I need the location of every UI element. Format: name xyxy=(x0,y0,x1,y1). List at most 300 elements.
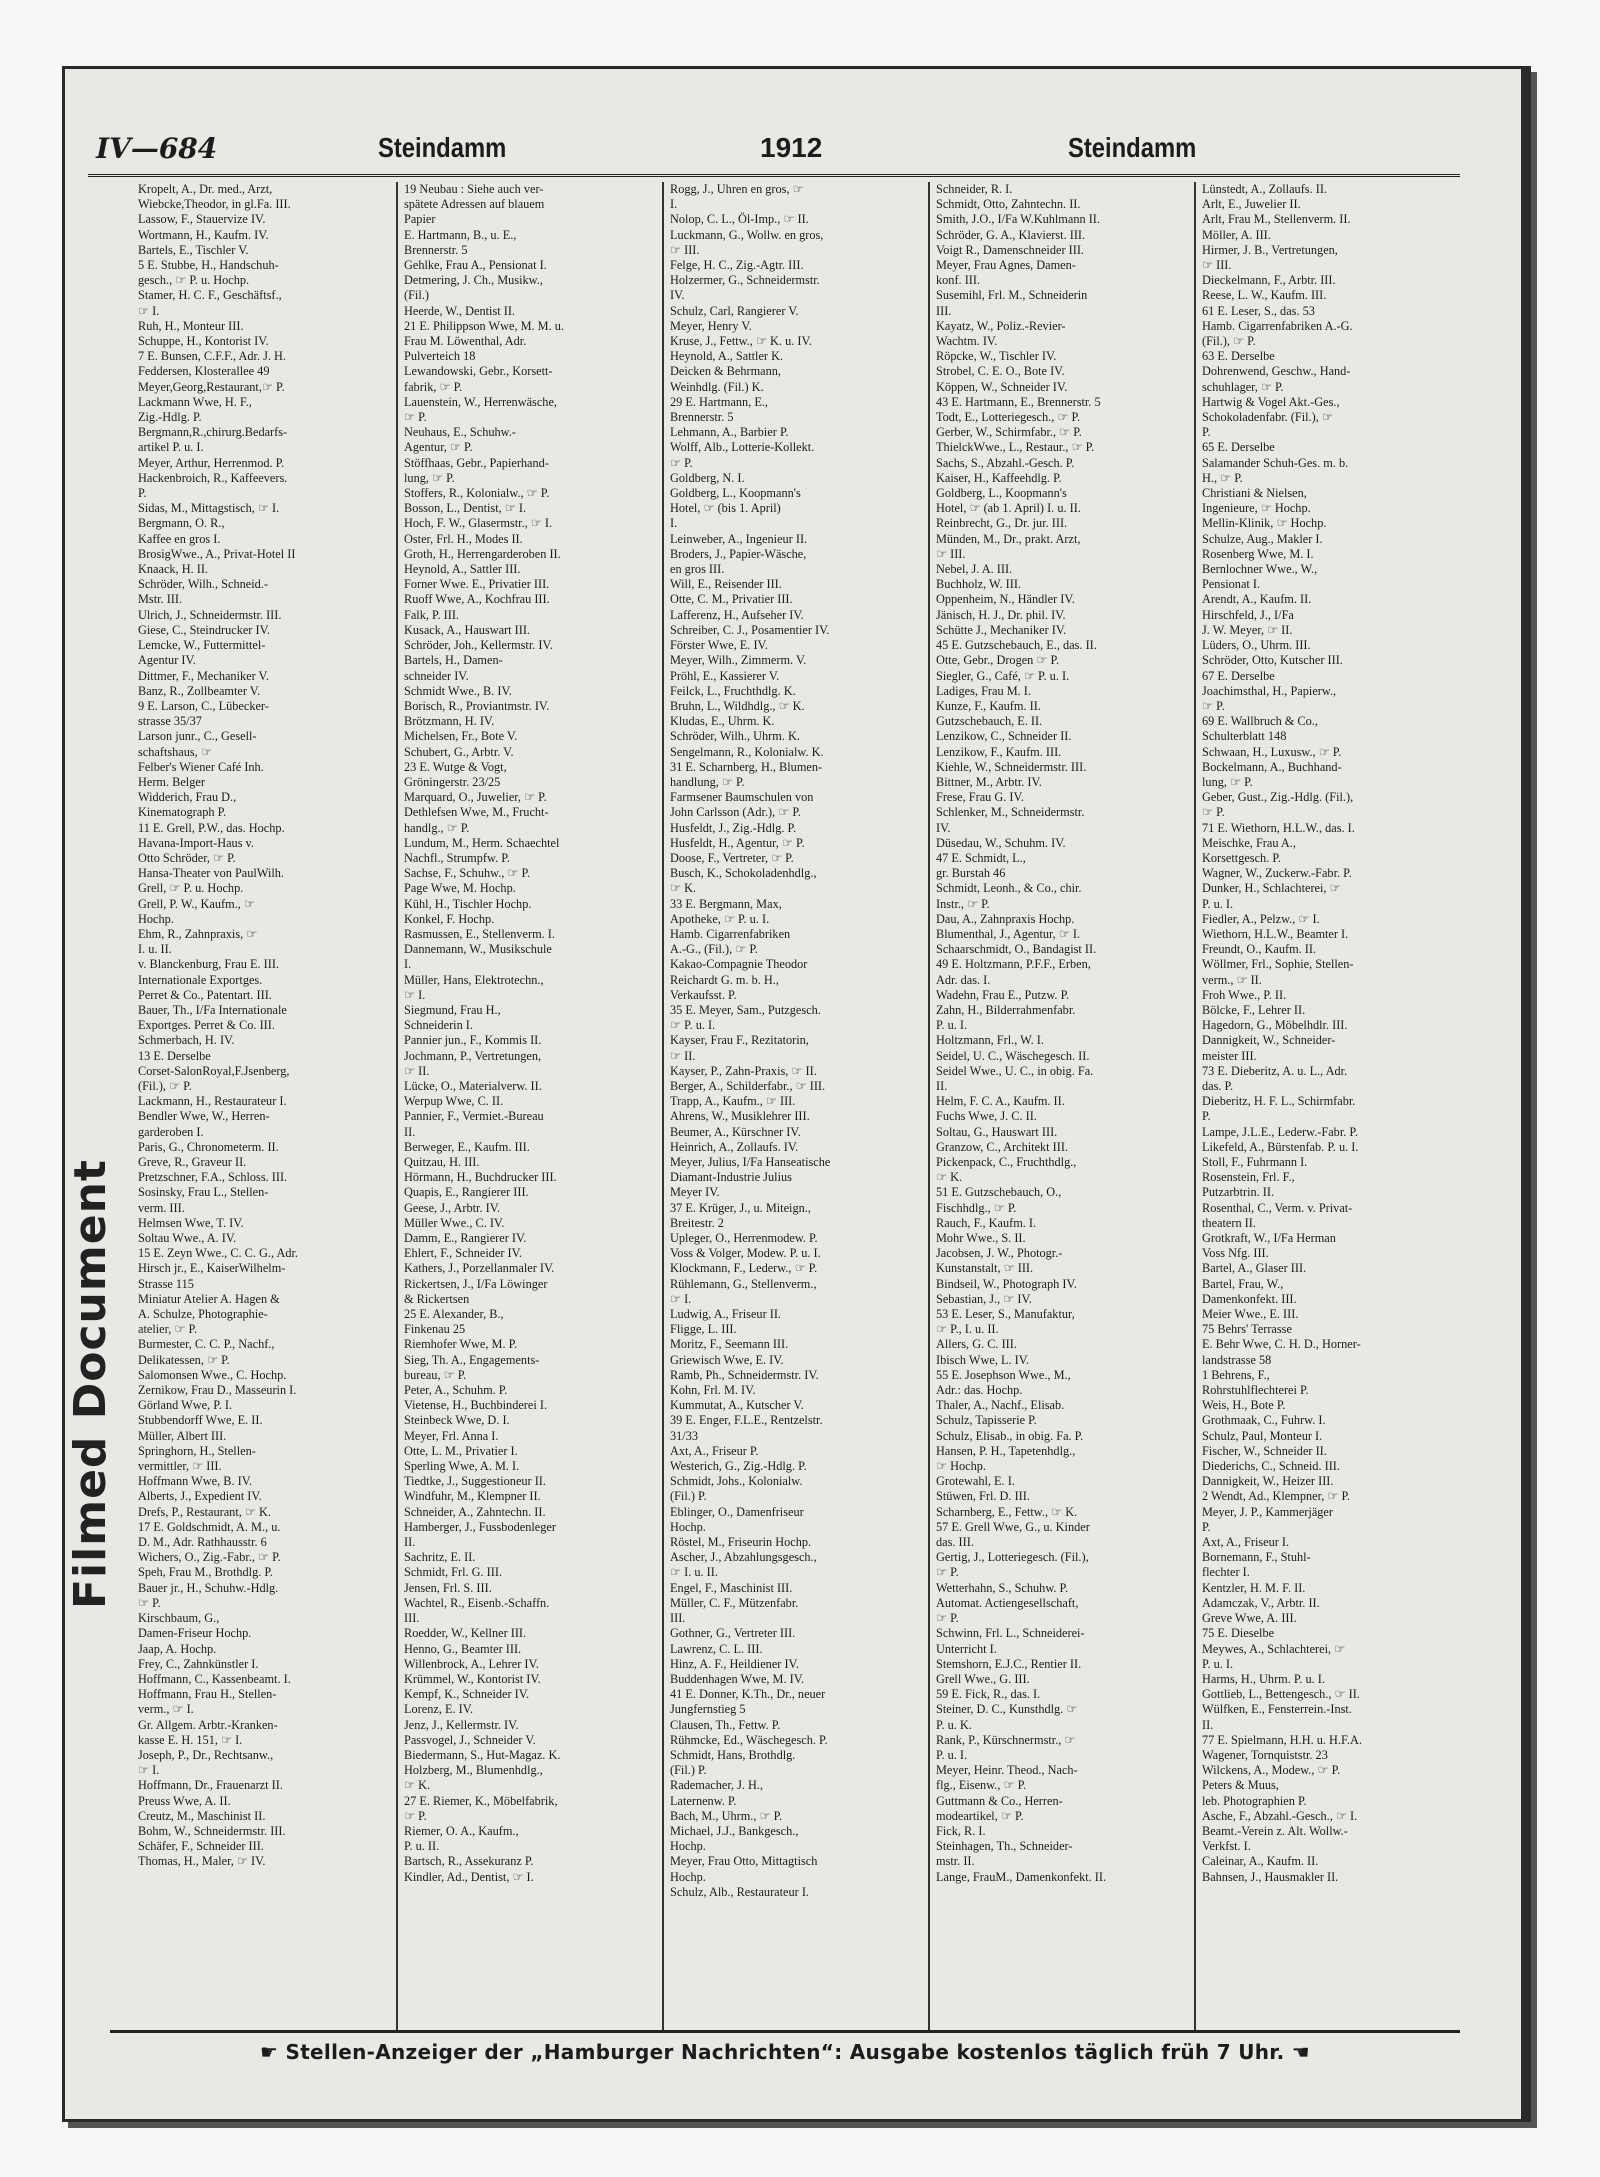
directory-entry: ☞ P. xyxy=(936,1565,959,1580)
directory-entry: Bartel, Frau, W., xyxy=(1202,1276,1284,1291)
directory-entry: Diamant-Industrie Julius xyxy=(670,1170,792,1185)
directory-entry: Roedder, W., Kellner III. xyxy=(404,1626,527,1641)
directory-entry: Lenzikow, F., Kaufm. III. xyxy=(936,744,1062,759)
directory-entry: garderoben I. xyxy=(138,1124,204,1139)
directory-entry: das. III. xyxy=(936,1535,974,1550)
directory-entry: Heerde, W., Dentist II. xyxy=(404,303,515,318)
directory-entry: Wadehn, Frau E., Putzw. P. xyxy=(936,987,1070,1002)
directory-entry: Konkel, F. Hochp. xyxy=(404,911,495,926)
directory-entry: P. xyxy=(1202,425,1211,440)
directory-entry: das. P. xyxy=(1202,1078,1234,1093)
directory-entry: 71 E. Wiethorn, H.L.W., das. I. xyxy=(1202,820,1355,835)
directory-entry: Hinz, A. F., Heildiener IV. xyxy=(670,1656,799,1671)
directory-entry: Lauenstein, W., Herrenwäsche, xyxy=(404,394,557,409)
directory-entry: Damenkonfekt. III. xyxy=(1202,1291,1297,1306)
directory-entry: Grell, ☞ P. u. Hochp. xyxy=(138,881,244,896)
directory-entry: Felber's Wiener Café Inh. xyxy=(138,759,264,774)
directory-entry: Exportges. Perret & Co. III. xyxy=(138,1018,275,1033)
directory-entry: Lafferenz, H., Aufseher IV. xyxy=(670,607,804,622)
directory-entry: Blumenthal, J., Agentur, ☞ I. xyxy=(936,926,1081,941)
directory-entry: II. xyxy=(936,1078,948,1093)
directory-entry: Siegler, G., Café, ☞ P. u. I. xyxy=(936,668,1070,683)
directory-entry: Vietense, H., Buchbinderei I. xyxy=(404,1398,548,1413)
directory-entry: leb. Photographien P. xyxy=(1202,1793,1307,1808)
directory-entry: Meyer, Heinr. Theod., Nach- xyxy=(936,1763,1078,1778)
directory-entry: Kempf, K., Schneider IV. xyxy=(404,1687,530,1702)
directory-entry: gr. Burstah 46 xyxy=(936,866,1006,881)
directory-entry: II. xyxy=(1202,1717,1214,1732)
directory-entry: Brennerstr. 5 xyxy=(404,242,468,257)
directory-entry: 45 E. Gutzschebauch, E., das. II. xyxy=(936,638,1097,653)
directory-entry: Arendt, A., Kaufm. II. xyxy=(1202,592,1312,607)
directory-entry: Fligge, L. III. xyxy=(670,1322,737,1337)
directory-entry: (Fil.), ☞ P. xyxy=(138,1078,192,1093)
directory-entry: Pretzschner, F.A., Schloss. III. xyxy=(138,1170,288,1185)
directory-entry: Wetterhahn, S., Schuhw. P. xyxy=(936,1580,1069,1595)
directory-entry: Meyer, Julius, I/Fa Hanseatische xyxy=(670,1155,831,1169)
directory-entry: Page Wwe, M. Hochp. xyxy=(404,881,516,896)
directory-entry: Meywes, A., Schlachterei, ☞ xyxy=(1202,1641,1346,1656)
directory-entry: Schmidt Wwe., B. IV. xyxy=(404,683,512,698)
directory-entry: Meyer IV. xyxy=(670,1185,720,1200)
directory-entry: Jänisch, H. J., Dr. phil. IV. xyxy=(936,607,1066,622)
directory-entry: modeartikel, ☞ P. xyxy=(936,1808,1024,1823)
street-name-left: Steindamm xyxy=(378,132,507,163)
directory-entry: Pannier, F., Vermiet.-Bureau xyxy=(404,1109,544,1124)
directory-entry: Trapp, A., Kaufm., ☞ III. xyxy=(670,1094,796,1109)
directory-entry: Wolff, Alb., Lotterie-Kollekt. xyxy=(670,440,815,455)
directory-entry: 69 E. Wallbruch & Co., xyxy=(1202,714,1318,729)
directory-entry: Strobel, C. E. O., Bote IV. xyxy=(936,364,1065,379)
directory-entry: Berger, A., Schilderfabr., ☞ III. xyxy=(670,1078,826,1093)
directory-entry: Hackenbroich, R., Kaffeevers. xyxy=(138,470,288,485)
directory-entry: Bauer, Th., I/Fa Internationale xyxy=(138,1002,287,1017)
directory-entry: Schneider, A., Zahntechn. II. xyxy=(404,1504,546,1519)
directory-column-5 xyxy=(1196,182,1462,2030)
directory-entry: 17 E. Goldschmidt, A. M., u. xyxy=(138,1519,281,1534)
directory-entry: ☞ II. xyxy=(404,1063,430,1078)
directory-entry: handlung, ☞ P. xyxy=(670,774,745,789)
directory-entry: Grell, P. W., Kaufm., ☞ xyxy=(138,896,255,911)
directory-entry: Paris, G., Chronometerm. II. xyxy=(138,1139,279,1154)
directory-entry: ☞ III. xyxy=(670,242,700,257)
footer-advert xyxy=(110,2030,1460,2073)
directory-entry: Steinbeck Wwe, D. I. xyxy=(404,1413,510,1428)
directory-entry: Stoll, F., Fuhrmann I. xyxy=(1202,1155,1308,1169)
directory-entry: Sengelmann, R., Kolonialw. K. xyxy=(670,744,824,759)
directory-entry: Röpcke, W., Tischler IV. xyxy=(936,349,1057,364)
directory-entry: 77 E. Spielmann, H.H. u. H.F.A. xyxy=(1202,1732,1362,1747)
directory-entry: E. Behr Wwe, C. H. D., Horner- xyxy=(1202,1337,1361,1352)
directory-entry: J. W. Meyer, ☞ II. xyxy=(1202,622,1293,637)
directory-entry: Wülfken, E., Fensterrein.-Inst. xyxy=(1202,1702,1352,1717)
directory-entry: Wöllmer, Frl., Sophie, Stellen- xyxy=(1202,957,1354,972)
directory-entry: lung, ☞ P. xyxy=(404,470,455,485)
directory-entry: Hamb. Cigarrenfabriken A.-G. xyxy=(1202,318,1353,333)
directory-entry: 39 E. Enger, F.L.E., Rentzelstr. xyxy=(670,1413,823,1428)
directory-entry: Hartwig & Vogel Akt.-Ges., xyxy=(1202,394,1340,409)
directory-entry: Brennerstr. 5 xyxy=(670,410,734,425)
directory-entry: Mohr Wwe., S. II. xyxy=(936,1231,1026,1246)
directory-entry: Schwinn, Frl. L., Schneiderei- xyxy=(936,1626,1085,1641)
directory-entry: Eblinger, O., Damenfriseur xyxy=(670,1504,804,1519)
directory-entry: Schröder, Joh., Kellermstr. IV. xyxy=(404,638,553,653)
directory-entry: Meier Wwe., E. III. xyxy=(1202,1307,1299,1322)
directory-entry: Internationale Exportges. xyxy=(138,972,263,987)
directory-entry: ☞ K. xyxy=(936,1170,963,1185)
directory-entry: Geber, Gust., Zig.-Hdlg. (Fil.), xyxy=(1202,790,1354,805)
directory-entry: Fick, R. I. xyxy=(936,1823,986,1838)
directory-entry: Hotel, ☞ (bis 1. April) xyxy=(670,501,781,516)
directory-entry: Greve, R., Graveur II. xyxy=(138,1155,247,1169)
directory-entry: Kakao-Compagnie Theodor xyxy=(670,957,808,972)
directory-entry: Speh, Frau M., Brothdlg. P. xyxy=(138,1565,273,1580)
directory-entry: Schulz, Paul, Monteur I. xyxy=(1202,1428,1323,1443)
directory-entry: Gottlieb, L., Bettengesch., ☞ II. xyxy=(1202,1687,1360,1702)
directory-entry: Werpup Wwe, C. II. xyxy=(404,1094,504,1109)
directory-entry: 13 E. Derselbe xyxy=(138,1048,211,1063)
directory-entry: Busch, K., Schokoladenhdlg., xyxy=(670,866,817,881)
directory-column-3 xyxy=(664,182,930,2030)
directory-entry: Gutzschebauch, E. II. xyxy=(936,714,1043,729)
directory-entry: Lackmann Wwe, H. F., xyxy=(138,394,252,409)
directory-entry: 51 E. Gutzschebauch, O., xyxy=(936,1185,1062,1200)
directory-entry: Köppen, W., Schneider IV. xyxy=(936,379,1068,394)
directory-entry: Schneider, R. I. xyxy=(936,182,1013,196)
directory-entry: Tiedtke, J., Suggestioneur II. xyxy=(404,1474,546,1489)
directory-entry: Schröder, Wilh., Schneid.- xyxy=(138,577,268,592)
directory-entry: Rohrstuhlflechterei P. xyxy=(1202,1383,1309,1398)
pointing-hand-right-icon: ☚ xyxy=(1291,2040,1310,2064)
directory-entry: Rühlemann, G., Stellenverm., xyxy=(670,1276,817,1291)
directory-entry: Helm, F. C. A., Kaufm. II. xyxy=(936,1094,1065,1109)
directory-entry: Stamer, H. C. F., Geschäftsf., xyxy=(138,288,282,303)
directory-entry: Bergmann, O. R., xyxy=(138,516,225,531)
directory-entry: lung, ☞ P. xyxy=(1202,774,1253,789)
directory-entry: Lewandowski, Gebr., Korsett- xyxy=(404,364,553,379)
street-name-right: Steindamm xyxy=(1068,132,1197,163)
directory-entry: I. xyxy=(670,516,678,531)
directory-entry: Lüders, O., Uhrm. III. xyxy=(1202,638,1311,653)
directory-entry: Soltau, G., Hauswart III. xyxy=(936,1124,1058,1139)
directory-entry: P. u. I. xyxy=(1202,1656,1234,1671)
directory-entry: Bahnsen, J., Hausmakler II. xyxy=(1202,1869,1339,1884)
footer-text: Stellen-Anzeiger der „Hamburger Nachrichten“: Ausgabe kostenlos täglich früh 7 Uhr. xyxy=(285,2040,1285,2064)
directory-entry: Fischer, W., Schneider II. xyxy=(1202,1443,1327,1458)
directory-entry: Fiedler, A., Pelzw., ☞ I. xyxy=(1202,911,1320,926)
directory-entry: Rauch, F., Kaufm. I. xyxy=(936,1215,1037,1230)
directory-entry: Weis, H., Bote P. xyxy=(1202,1398,1286,1413)
directory-entry: Hoffmann, C., Kassenbeamt. I. xyxy=(138,1671,291,1686)
directory-entry: Meyer,Georg,Restaurant,☞ P. xyxy=(138,379,285,394)
directory-entry: Otte, C. M., Privatier III. xyxy=(670,592,793,607)
directory-entry: Meyer, Wilh., Zimmerm. V. xyxy=(670,653,807,668)
directory-entry: Stüwen, Frl. D. III. xyxy=(936,1489,1030,1504)
directory-entry: ☞ P. xyxy=(936,1611,959,1626)
directory-entry: Ramb, Ph., Schneidermstr. IV. xyxy=(670,1367,819,1382)
directory-column-1 xyxy=(132,182,398,2030)
directory-entry: Preuss Wwe, A. II. xyxy=(138,1793,231,1808)
directory-entry: Weinhdlg. (Fil.) K. xyxy=(670,379,764,394)
directory-entry: Goldberg, L., Koopmann's xyxy=(936,486,1067,501)
directory-entry: Schröder, Wilh., Uhrm. K. xyxy=(670,729,800,744)
directory-entry: Breitestr. 2 xyxy=(670,1215,724,1230)
directory-entry: Dittmer, F., Mechaniker V. xyxy=(138,668,269,683)
directory-entry: A. Schulze, Photographie- xyxy=(138,1307,268,1322)
directory-entry: Bartels, H., Damen- xyxy=(404,653,503,668)
directory-entry: Schulz, Tapisserie P. xyxy=(936,1413,1037,1428)
directory-entry: Perret & Co., Patentart. III. xyxy=(138,987,272,1002)
directory-entry: Schlenker, M., Schneidermstr. xyxy=(936,805,1085,820)
directory-entry: ☞ P. u. I. xyxy=(670,1018,716,1033)
directory-entry: Müller, C. F., Mützenfabr. xyxy=(670,1595,799,1610)
directory-entry: Klockmann, F., Lederw., ☞ P. xyxy=(670,1261,818,1276)
directory-entry: Schubert, G., Arbtr. V. xyxy=(404,744,514,759)
directory-entry: Schulz, Alb., Restaurateur I. xyxy=(670,1884,809,1899)
directory-entry: Schulz, Elisab., in obig. Fa. P. xyxy=(936,1428,1084,1443)
directory-entry: Wagener, Tornquiststr. 23 xyxy=(1202,1747,1328,1762)
directory-entry: ☞ I. xyxy=(404,987,426,1002)
directory-entry: Jochmann, P., Vertretungen, xyxy=(404,1048,542,1063)
directory-entry: Nachfl., Strumpfw. P. xyxy=(404,850,510,865)
directory-entry: Verkaufsst. P. xyxy=(670,987,737,1002)
directory-entry: Sidas, M., Mittagstisch, ☞ I. xyxy=(138,501,280,516)
directory-entry: bureau, ☞ P. xyxy=(404,1367,467,1382)
directory-entry: Wilckens, A., Modew., ☞ P. xyxy=(1202,1763,1341,1778)
directory-entry: Steinhagen, Th., Schneider- xyxy=(936,1839,1073,1854)
directory-entry: Holzberg, M., Blumenhdlg., xyxy=(404,1763,543,1778)
directory-entry: Springhorn, H., Stellen- xyxy=(138,1443,256,1458)
directory-entry: 7 E. Bunsen, C.F.F., Adr. J. H. xyxy=(138,349,287,364)
directory-entry: Oppenheim, N., Händler IV. xyxy=(936,592,1075,607)
directory-entry: 47 E. Schmidt, L., xyxy=(936,850,1026,865)
directory-entry: (Fil.), ☞ P. xyxy=(1202,334,1256,349)
directory-entry: Widderich, Frau D., xyxy=(138,790,237,805)
directory-entry: Christiani & Nielsen, xyxy=(1202,486,1307,501)
directory-entry: Hörmann, H., Buchdrucker III. xyxy=(404,1170,557,1185)
directory-entry: Berweger, E., Kaufm. III. xyxy=(404,1139,530,1154)
directory-entry: Kaffee en gros I. xyxy=(138,531,221,546)
directory-entry: Geese, J., Arbtr. IV. xyxy=(404,1200,501,1215)
directory-entry: Ehlert, F., Schneider IV. xyxy=(404,1246,522,1261)
directory-entry: Bartsch, R., Assekuranz P. xyxy=(404,1854,534,1869)
directory-entry: Grell Wwe., G. III. xyxy=(936,1671,1030,1686)
directory-entry: Apotheke, ☞ P. u. I. xyxy=(670,911,770,926)
pointing-hand-left-icon: ☛ xyxy=(259,2040,279,2064)
directory-entry: Dieberitz, H. F. L., Schirmfabr. xyxy=(1202,1094,1356,1109)
directory-entry: ☞ P. xyxy=(404,1808,427,1823)
directory-entry: Dohrenwend, Geschw., Hand- xyxy=(1202,364,1351,379)
directory-entry: Pröhl, E., Kassierer V. xyxy=(670,668,780,683)
directory-entry: Soltau Wwe., A. IV. xyxy=(138,1231,237,1246)
directory-entry: Scharnberg, E., Fettw., ☞ K. xyxy=(936,1504,1078,1519)
directory-entry: strasse 35/37 xyxy=(138,714,202,729)
directory-entry: Gertig, J., Lotteriegesch. (Fil.), xyxy=(936,1550,1089,1565)
directory-entry: Knaack, H. II. xyxy=(138,562,208,577)
directory-entry: Kohn, Frl. M. IV. xyxy=(670,1383,756,1398)
directory-entry: 57 E. Grell Wwe, G., u. Kinder xyxy=(936,1519,1090,1534)
directory-entry: Harms, H., Uhrm. P. u. I. xyxy=(1202,1671,1325,1686)
directory-entry: Meyer, Frau Otto, Mittagtisch xyxy=(670,1854,818,1869)
directory-entry: Hoffmann, Frau H., Stellen- xyxy=(138,1687,277,1702)
directory-entry: Schuppe, H., Kontorist IV. xyxy=(138,334,269,349)
directory-entry: Willenbrock, A., Lehrer IV. xyxy=(404,1656,539,1671)
directory-entry: Bergmann,R.,chirurg.Bedarfs- xyxy=(138,425,288,440)
directory-entry: Lackmann, H., Restaurateur I. xyxy=(138,1094,287,1109)
directory-entry: Schütte J., Mechaniker IV. xyxy=(936,622,1067,637)
directory-entry: Strasse 115 xyxy=(138,1276,194,1291)
directory-entry: Hagedorn, G., Möbelhdlr. III. xyxy=(1202,1018,1348,1033)
directory-entry: Herm. Belger xyxy=(138,774,205,789)
directory-entry: Detmering, J. Ch., Musikw., xyxy=(404,273,543,288)
directory-entry: 33 E. Bergmann, Max, xyxy=(670,896,782,911)
directory-entry: Krümmel, W., Kontorist IV. xyxy=(404,1671,541,1686)
directory-entry: Bartels, E., Tischler V. xyxy=(138,242,249,257)
directory-entry: Müller, Hans, Elektrotechn., xyxy=(404,972,544,987)
directory-entry: 15 E. Zeyn Wwe., C. C. G., Adr. xyxy=(138,1246,298,1261)
directory-entry: Sachritz, E. II. xyxy=(404,1550,476,1565)
directory-entry: Zahn, H., Bilderrahmenfabr. xyxy=(936,1002,1076,1017)
directory-entry: Froh Wwe., P. II. xyxy=(1202,987,1287,1002)
directory-entry: Meyer, Henry V. xyxy=(670,318,752,333)
directory-entry: Quitzau, H. III. xyxy=(404,1155,480,1169)
directory-entry: ☞ I. xyxy=(138,1763,160,1778)
directory-entry: 41 E. Donner, K.Th., Dr., neuer xyxy=(670,1687,826,1702)
directory-entry: landstrasse 58 xyxy=(1202,1352,1272,1367)
directory-entry: Upleger, O., Herrenmodew. P. xyxy=(670,1231,818,1246)
directory-entry: Passvogel, J., Schneider V. xyxy=(404,1732,536,1747)
directory-entry: 75 E. Dieselbe xyxy=(1202,1626,1275,1641)
directory-entry: Deicken & Behrmann, xyxy=(670,364,781,379)
directory-entry: gesch., ☞ P. u. Hochp. xyxy=(138,273,250,288)
directory-entry: Granzow, C., Architekt III. xyxy=(936,1139,1069,1154)
directory-entry: Schäfer, F., Schneider III. xyxy=(138,1839,264,1854)
directory-entry: P. u. I. xyxy=(1202,896,1234,911)
directory-entry: Rosenberg Wwe, M. I. xyxy=(1202,546,1314,561)
directory-entry: Lange, FrauM., Damenkonfekt. II. xyxy=(936,1869,1107,1884)
directory-entry: Mstr. III. xyxy=(138,592,183,607)
directory-entry: ThielckWwe., L., Restaur., ☞ P. xyxy=(936,440,1095,455)
directory-entry: Jungfernstieg 5 xyxy=(670,1702,746,1717)
directory-entry: schneider IV. xyxy=(404,668,469,683)
directory-entry: flg., Eisenw., ☞ P. xyxy=(936,1778,1027,1793)
directory-entry: Instr., ☞ P. xyxy=(936,896,990,911)
directory-entry: Doose, F., Vertreter, ☞ P. xyxy=(670,850,794,865)
directory-entry: Clausen, Th., Fettw. P. xyxy=(670,1717,781,1732)
directory-entry: BrosigWwe., A., Privat-Hotel II xyxy=(138,546,296,561)
directory-entry: Nolop, C. L., Öl-Imp., ☞ II. xyxy=(670,212,809,227)
directory-entry: Peter, A., Schuhm. P. xyxy=(404,1383,508,1398)
directory-entry: Wiebcke,Theodor, in gl.Fa. III. xyxy=(138,197,291,212)
directory-entry: Biedermann, S., Hut-Magaz. K. xyxy=(404,1747,561,1762)
directory-entry: Schulze, Aug., Makler I. xyxy=(1202,531,1323,546)
directory-entry: Hamb. Cigarrenfabriken xyxy=(670,926,791,941)
directory-entry: Schmidt, Leonh., & Co., chir. xyxy=(936,881,1082,896)
directory-entry: Pickenpack, C., Fruchthdlg., xyxy=(936,1155,1077,1169)
directory-entry: Thaler, A., Nachf., Elisab. xyxy=(936,1398,1065,1413)
directory-entry: Creutz, M., Maschinist II. xyxy=(138,1808,266,1823)
directory-entry: Damen-Friseur Hochp. xyxy=(138,1626,252,1641)
directory-entry: Hirsch jr., E., KaiserWilhelm- xyxy=(138,1261,286,1276)
directory-entry: 55 E. Josephson Wwe., M., xyxy=(936,1367,1071,1382)
directory-entry: Will, E., Reisender III. xyxy=(670,577,782,592)
directory-entry: Salomonsen Wwe., C. Hochp. xyxy=(138,1367,287,1382)
directory-entry: Windfuhr, M., Klempner II. xyxy=(404,1489,541,1504)
directory-entry: Sosinsky, Frau L., Stellen- xyxy=(138,1185,269,1200)
directory-entry: Siegmund, Frau H., xyxy=(404,1002,501,1017)
directory-entry: Voss & Volger, Modew. P. u. I. xyxy=(670,1246,821,1261)
directory-entry: Wiethorn, H.L.W., Beamter I. xyxy=(1202,926,1349,941)
directory-entry: Bach, M., Uhrm., ☞ P. xyxy=(670,1808,783,1823)
directory-entry: (Fil.) P. xyxy=(670,1489,707,1504)
directory-entry: atelier, ☞ P. xyxy=(138,1322,198,1337)
side-strip-label: Filmed Document xyxy=(65,1159,116,1609)
directory-entry: ☞ P. xyxy=(1202,805,1225,820)
directory-entry: Miniatur Atelier A. Hagen & xyxy=(138,1291,280,1306)
directory-entry: Riemer, O. A., Kaufm., xyxy=(404,1823,519,1838)
directory-entry: Müller, Albert III. xyxy=(138,1428,227,1443)
directory-entry: Adr. das. I. xyxy=(936,972,991,987)
directory-entry: Schmidt, Hans, Brothdlg. xyxy=(670,1747,796,1762)
directory-entry: ☞ P. xyxy=(670,455,693,470)
directory-entry: P. xyxy=(1202,1109,1211,1124)
directory-entry: Kiehle, W., Schneidermstr. III. xyxy=(936,759,1087,774)
directory-entry: Hoffmann Wwe, B. IV. xyxy=(138,1474,253,1489)
directory-entry: 1 Behrens, F., xyxy=(1202,1367,1270,1382)
directory-columns xyxy=(132,182,1462,2030)
directory-entry: Papier xyxy=(404,212,436,227)
directory-entry: 59 E. Fick, R., das. I. xyxy=(936,1687,1041,1702)
directory-entry: Peters & Muus, xyxy=(1202,1778,1279,1793)
directory-entry: Zernikow, Frau D., Masseurin I. xyxy=(138,1383,297,1398)
directory-entry: Voigt R., Damenschneider III. xyxy=(936,242,1084,257)
directory-entry: Smith, J.O., I/Fa W.Kuhlmann II. xyxy=(936,212,1100,227)
directory-entry: Schokoladenfabr. (Fil.), ☞ xyxy=(1202,410,1333,425)
directory-entry: P. xyxy=(138,486,147,501)
directory-entry: Gehlke, Frau A., Pensionat I. xyxy=(404,258,547,273)
directory-entry: Lemcke, W., Futtermittel- xyxy=(138,638,266,653)
directory-entry: Bornemann, F., Stuhl- xyxy=(1202,1550,1311,1565)
directory-entry: Leinweber, A., Ingenieur II. xyxy=(670,531,808,546)
directory-entry: Goldberg, N. I. xyxy=(670,470,745,485)
directory-entry: & Rickertsen xyxy=(404,1291,470,1306)
directory-entry: Larson junr., C., Gesell- xyxy=(138,729,257,744)
directory-entry: ☞ Hochp. xyxy=(936,1459,986,1474)
directory-entry: Kathers, J., Porzellanmaler IV. xyxy=(404,1261,555,1276)
directory-entry: Bauer jr., H., Schuhw.-Hdlg. xyxy=(138,1580,279,1595)
directory-entry: Felge, H. C., Zig.-Agtr. III. xyxy=(670,258,804,273)
directory-entry: Pensionat I. xyxy=(1202,577,1261,592)
directory-entry: 9 E. Larson, C., Lübecker- xyxy=(138,698,269,713)
directory-entry: Jenz, J., Kellermstr. IV. xyxy=(404,1717,519,1732)
directory-entry: ☞ III. xyxy=(1202,258,1232,273)
directory-entry: III. xyxy=(404,1611,420,1626)
directory-entry: Heynold, A., Sattler III. xyxy=(404,562,521,577)
directory-entry: Hochp. xyxy=(670,1519,706,1534)
directory-entry: Jaap, A. Hochp. xyxy=(138,1641,217,1656)
directory-entry: Feddersen, Klosterallee 49 xyxy=(138,364,270,379)
directory-entry: Burmester, C. C. P., Nachf., xyxy=(138,1337,275,1352)
directory-entry: Hirschfeld, J., I/Fa xyxy=(1202,607,1294,622)
directory-entry: 61 E. Leser, S., das. 53 xyxy=(1202,303,1315,318)
directory-entry: v. Blanckenburg, Frau E. III. xyxy=(138,957,280,972)
directory-entry: Engel, F., Maschinist III. xyxy=(670,1580,793,1595)
directory-entry: schaftshaus, ☞ xyxy=(138,744,212,759)
directory-entry: Luckmann, G., Wollw. en gros, xyxy=(670,227,824,242)
directory-entry: Gerber, W., Schirmfabr., ☞ P. xyxy=(936,425,1082,440)
directory-entry: Caleinar, A., Kaufm. II. xyxy=(1202,1854,1319,1869)
directory-entry: 23 E. Wutge & Vogt, xyxy=(404,759,507,774)
